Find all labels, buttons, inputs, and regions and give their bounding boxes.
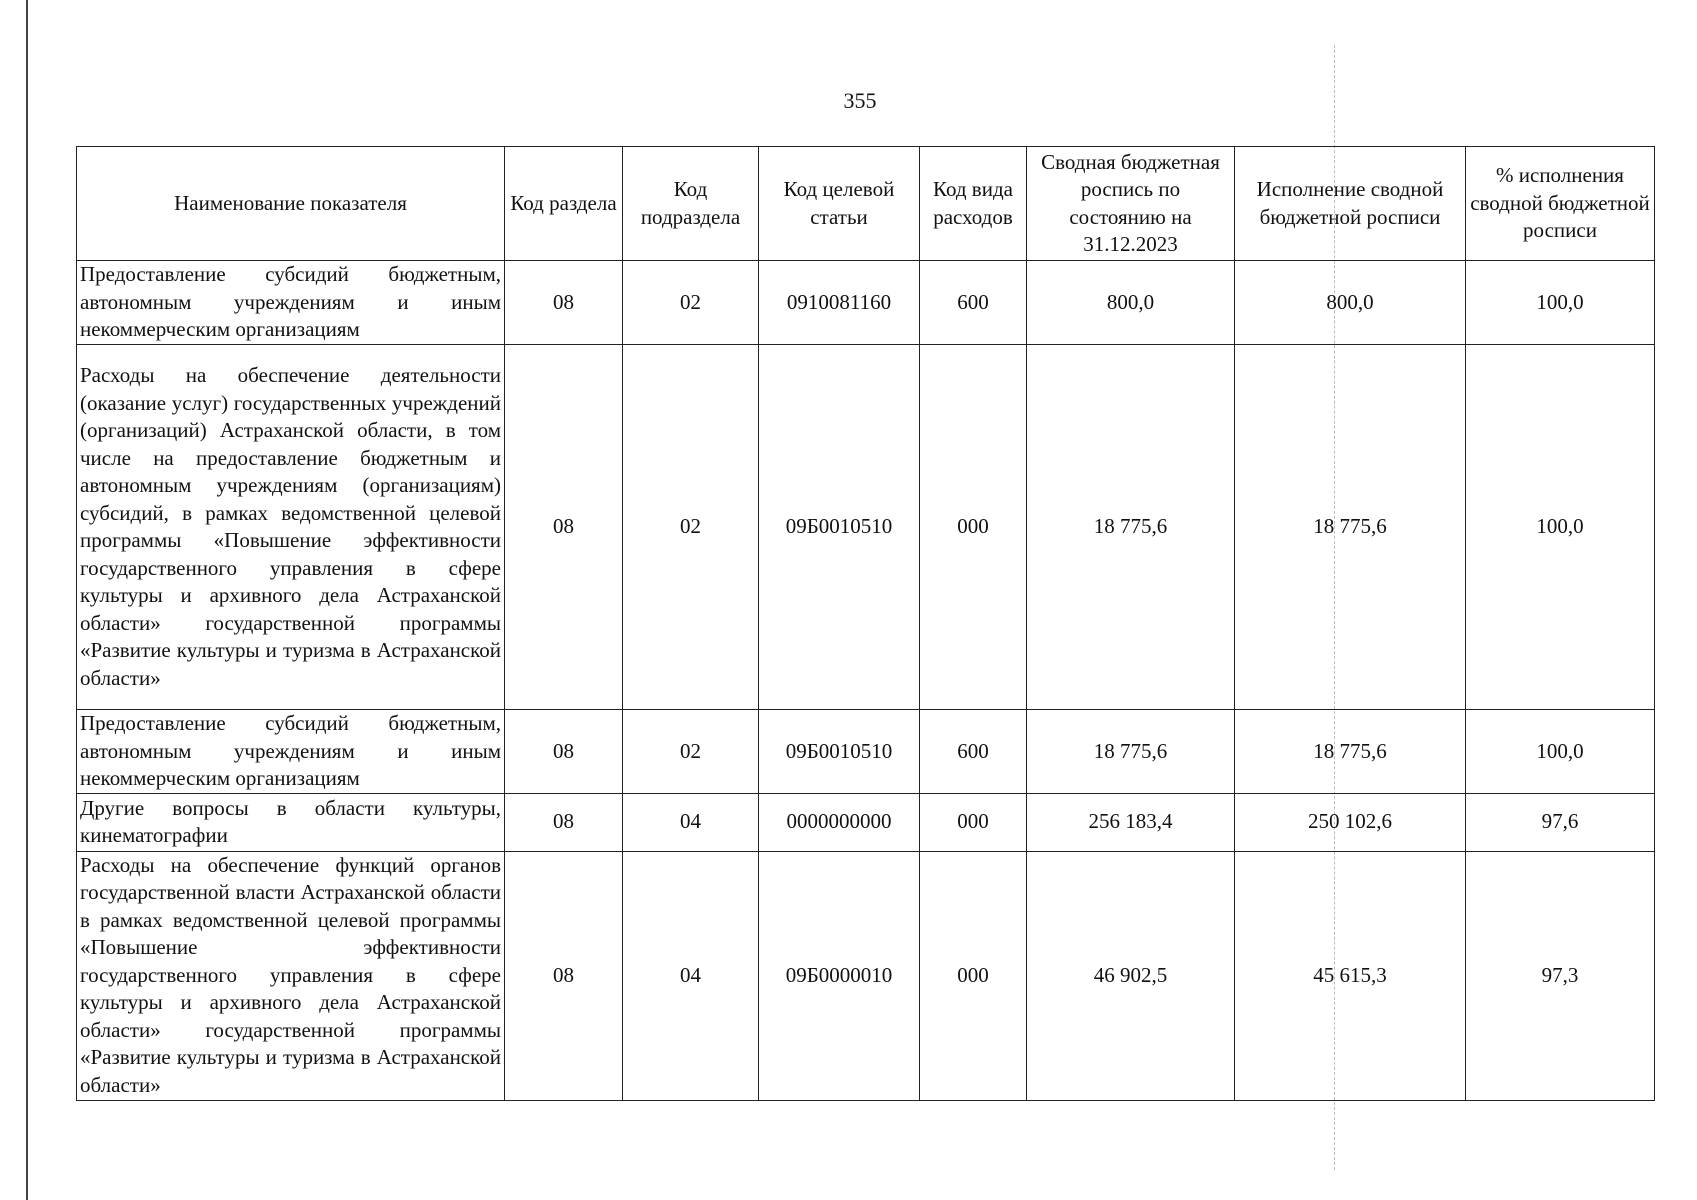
execution-percent-cell: 97,3 [1466, 851, 1655, 1100]
target-code-cell: 09Б0010510 [759, 345, 920, 710]
indicator-name-cell: Расходы на обеспечение функций органов государственной власти Астраханской области в рамках ведомственной целевой программы «Повышение эффективности государственного управления в сфере культуры и архивного дела Астраханской области» государственной программы «Развитие культуры и туризма в Астраханской области» [77, 851, 505, 1100]
section-code-cell: 08 [505, 710, 623, 794]
header-section-code: Код раздела [505, 147, 623, 261]
table-row [77, 851, 1655, 1100]
indicator-name-cell: Предоставление субсидий бюджетным, автономным учреждениям и иным некоммерческим организациям [77, 710, 505, 794]
table-row [77, 345, 1655, 710]
scan-border-line [26, 0, 28, 1200]
header-budget-plan: Сводная бюджетная роспись по состоянию на 31.12.2023 [1027, 147, 1235, 261]
table-row [77, 793, 1655, 851]
section-code-cell: 08 [505, 261, 623, 345]
header-execution-percent: % исполнения сводной бюджетной росписи [1466, 147, 1655, 261]
subsection-code-cell: 02 [623, 261, 759, 345]
expense-type-cell: 000 [920, 851, 1027, 1100]
budget-execution-cell: 250 102,6 [1235, 793, 1466, 851]
budget-plan-cell: 256 183,4 [1027, 793, 1235, 851]
execution-percent-cell: 100,0 [1466, 261, 1655, 345]
budget-execution-cell: 18 775,6 [1235, 345, 1466, 710]
expense-type-cell: 600 [920, 710, 1027, 794]
budget-plan-cell: 800,0 [1027, 261, 1235, 345]
target-code-cell: 0000000000 [759, 793, 920, 851]
subsection-code-cell: 04 [623, 851, 759, 1100]
indicator-name-cell: Предоставление субсидий бюджетным, автономным учреждениям и иным некоммерческим организациям [77, 261, 505, 345]
expense-type-cell: 000 [920, 793, 1027, 851]
execution-percent-cell: 100,0 [1466, 710, 1655, 794]
budget-plan-cell: 46 902,5 [1027, 851, 1235, 1100]
expense-type-cell: 600 [920, 261, 1027, 345]
table-row [77, 710, 1655, 794]
subsection-code-cell: 02 [623, 345, 759, 710]
table-row [77, 261, 1655, 345]
section-code-cell: 08 [505, 793, 623, 851]
expense-type-cell: 000 [920, 345, 1027, 710]
indicator-name-cell: Расходы на обеспечение деятельности (оказание услуг) государственных учреждений (организаций) Астраханской области, в том числе на предоставление бюджетным и автономным учреждениям (организациям) субсидий, в рамках ведомственной целевой программы «Повышение эффективности государственного управления в сфере культуры и архивного дела Астраханской области» государственной программы «Развитие культуры и туризма в Астраханской области» [77, 345, 505, 710]
header-subsection-code: Код подраздела [623, 147, 759, 261]
page-number: 355 [843, 88, 877, 113]
budget-execution-table [76, 146, 1655, 1101]
header-target-code: Код целевой статьи [759, 147, 920, 261]
subsection-code-cell: 02 [623, 710, 759, 794]
section-code-cell: 08 [505, 851, 623, 1100]
header-expense-type-code: Код вида расходов [920, 147, 1027, 261]
table-header-row [77, 147, 1655, 261]
budget-plan-cell: 18 775,6 [1027, 710, 1235, 794]
target-code-cell: 0910081160 [759, 261, 920, 345]
execution-percent-cell: 97,6 [1466, 793, 1655, 851]
budget-plan-cell: 18 775,6 [1027, 345, 1235, 710]
target-code-cell: 09Б0010510 [759, 710, 920, 794]
execution-percent-cell: 100,0 [1466, 345, 1655, 710]
budget-execution-cell: 45 615,3 [1235, 851, 1466, 1100]
subsection-code-cell: 04 [623, 793, 759, 851]
indicator-name-cell: Другие вопросы в области культуры, кинематографии [77, 793, 505, 851]
target-code-cell: 09Б0000010 [759, 851, 920, 1100]
header-budget-execution: Исполнение сводной бюджетной росписи [1235, 147, 1466, 261]
budget-execution-cell: 18 775,6 [1235, 710, 1466, 794]
header-indicator-name: Наименование показателя [77, 147, 505, 261]
budget-execution-cell: 800,0 [1235, 261, 1466, 345]
section-code-cell: 08 [505, 345, 623, 710]
